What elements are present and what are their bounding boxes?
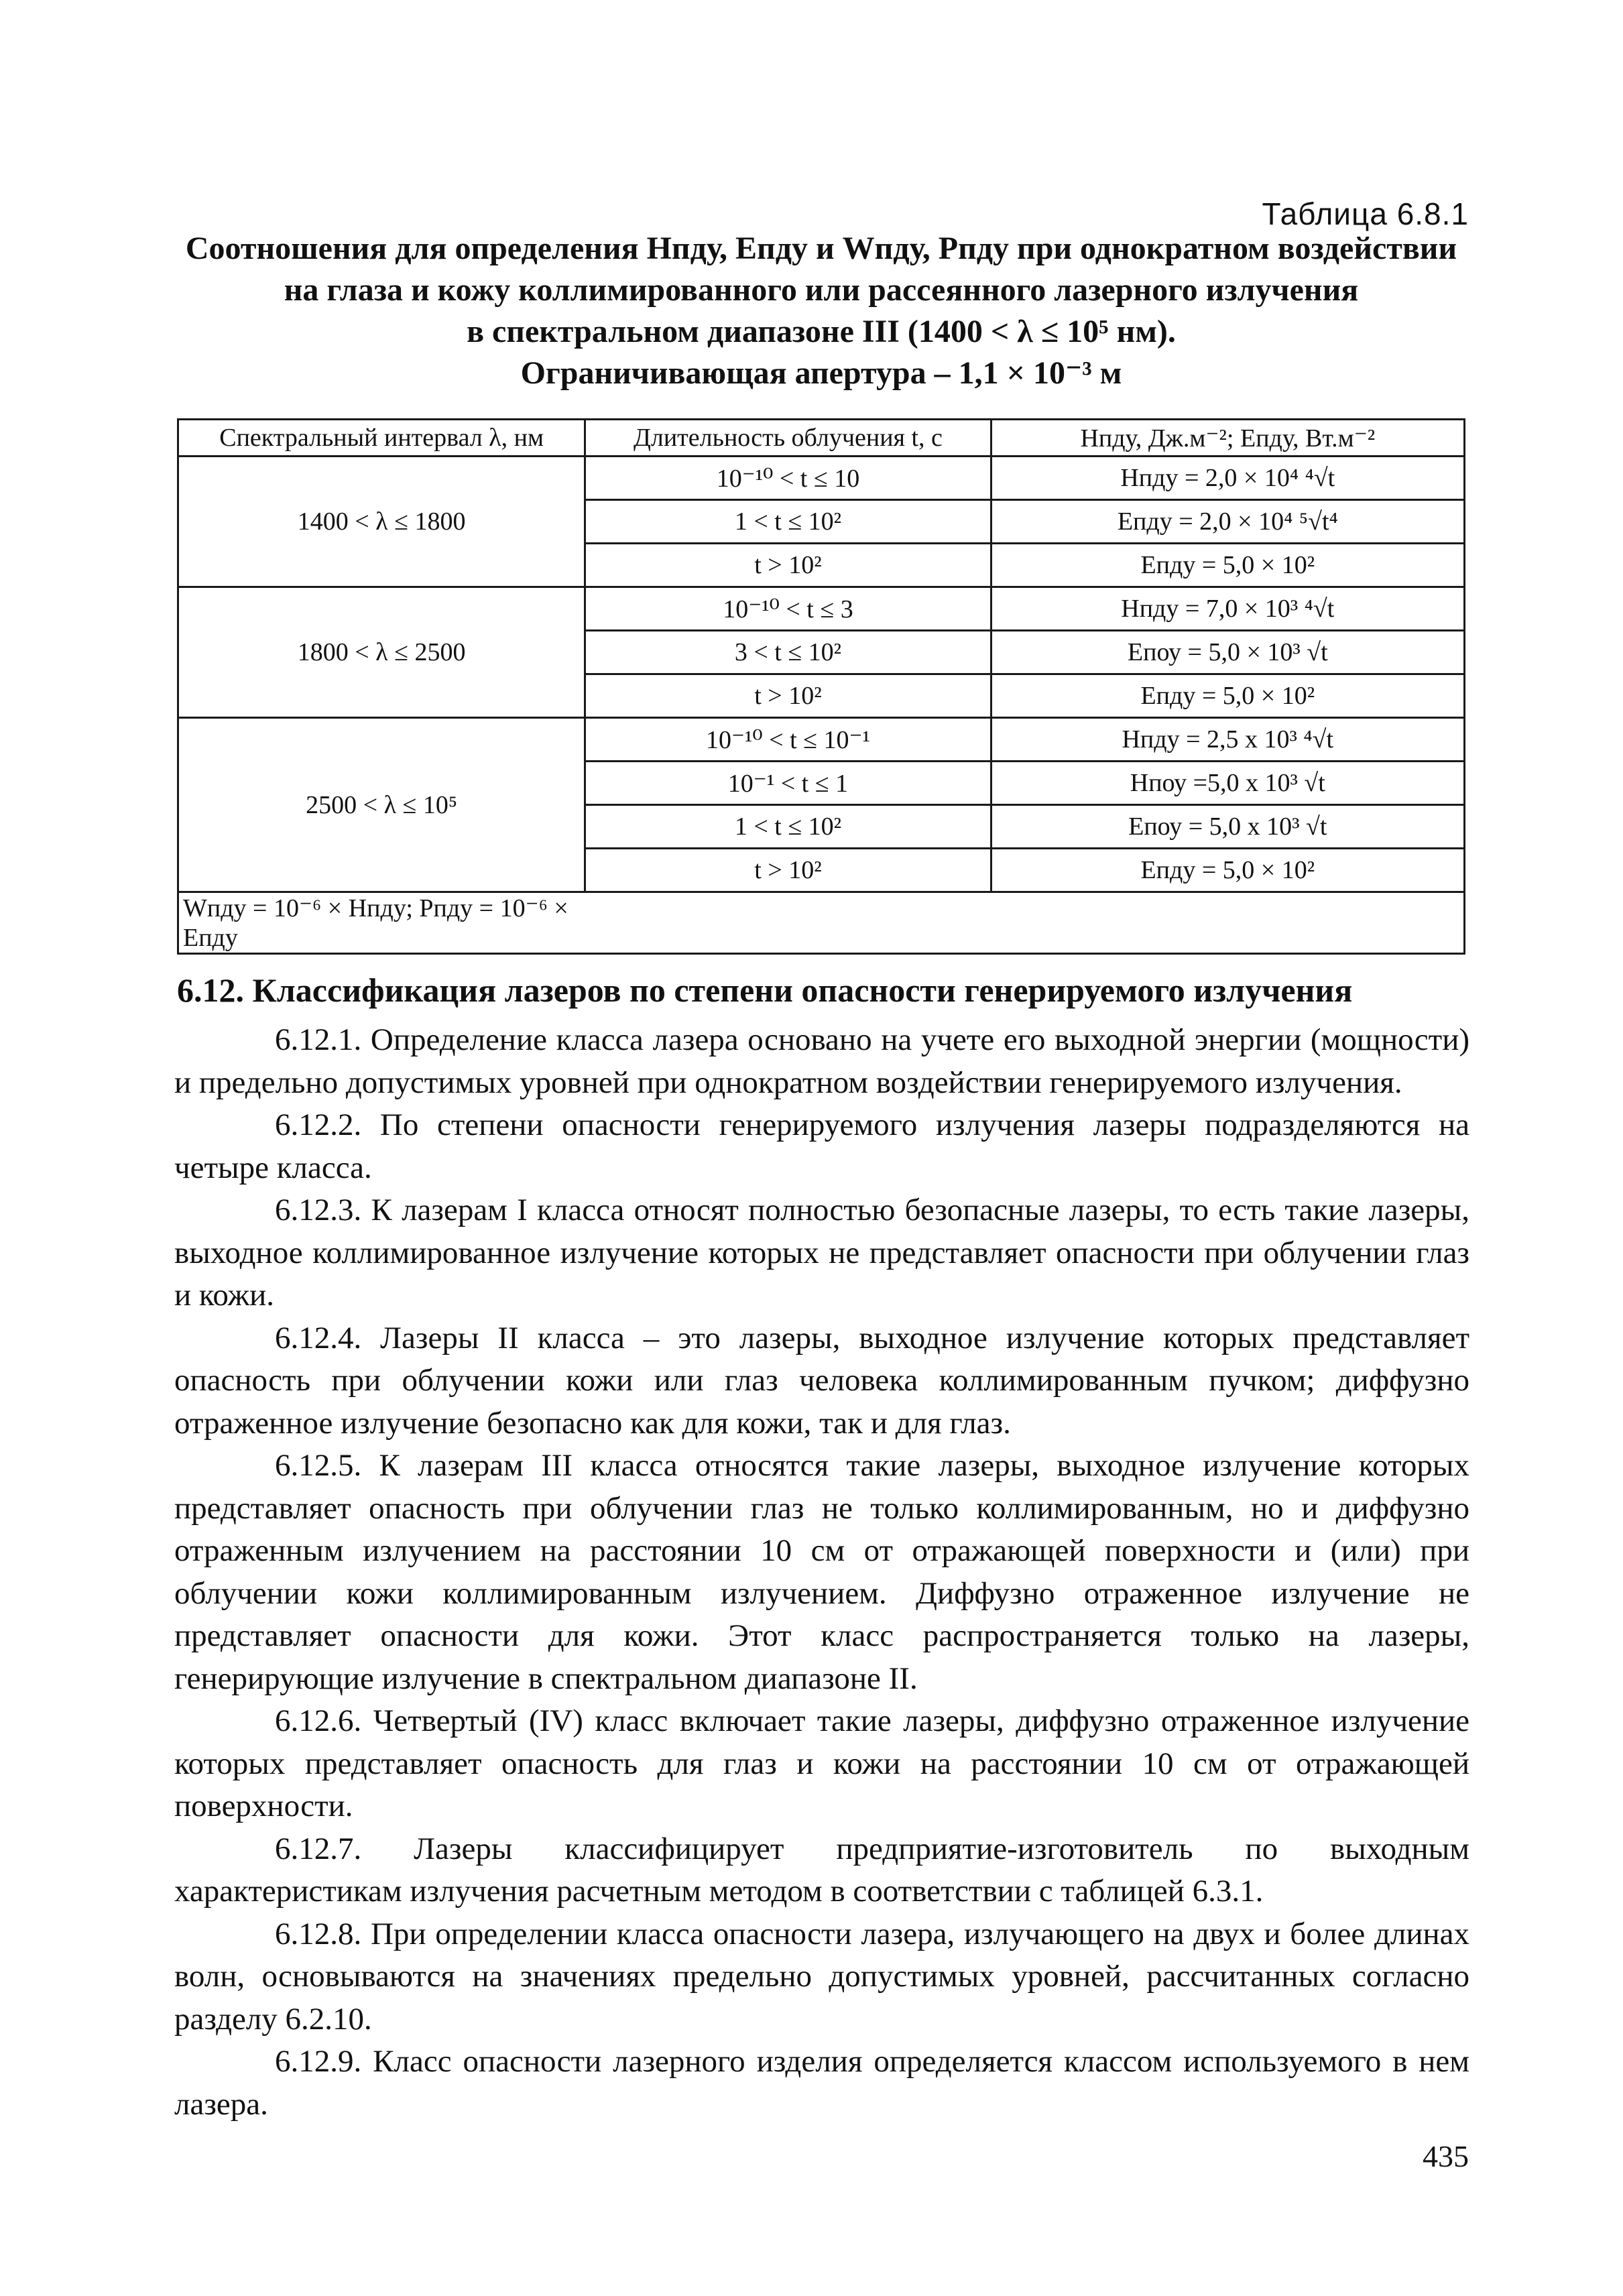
table-number: Таблица 6.8.1 — [1262, 196, 1469, 231]
duration-cell: 3 < t ≤ 10² — [585, 631, 991, 674]
range-cell: 1400 < λ ≤ 1800 — [178, 457, 585, 587]
duration-cell: t > 10² — [585, 544, 991, 587]
formula-cell: Eпоу = 5,0 x 10³ √t — [991, 805, 1464, 849]
table-row — [178, 718, 1465, 762]
duration-cell: t > 10² — [585, 849, 991, 892]
table-row — [178, 457, 1465, 500]
formula-cell: Hпду = 2,0 × 10⁴ ⁴√t — [991, 457, 1464, 500]
caption-line-3: в спектральном диапазоне III (1400 < λ ≤ 10⁵ нм). — [467, 314, 1176, 349]
duration-cell: 10⁻¹⁰ < t ≤ 10⁻¹ — [585, 718, 991, 762]
paragraph: 6.12.3. К лазерам I класса относят полностью безопасные лазеры, то есть такие лазеры, выходное коллимированное излучение которых не представляет опасности при облучении глаз и кожи. — [174, 1193, 1469, 1313]
formula-cell: Eпду = 2,0 × 10⁴ ⁵√t⁴ — [991, 500, 1464, 544]
paragraph: 6.12.1. Определение класса лазера основано на учете его выходной энергии (мощности) и предельно допустимых уровней при однократном воздействии генерируемого излучения. — [174, 1022, 1469, 1100]
section-body — [174, 1019, 1469, 2126]
duration-cell: 10⁻¹ < t ≤ 1 — [585, 762, 991, 805]
paragraph: 6.12.7. Лазеры классифицирует предприятие-изготовитель по выходным характеристикам излучения расчетным методом в соответствии с таблицей 6.3.1. — [174, 1831, 1469, 1909]
paragraph: 6.12.6. Четвертый (IV) класс включает такие лазеры, диффузно отраженное излучение которых представляет опасность для глаз и кожи на расстоянии 10 см от отражающей поверхности. — [174, 1703, 1469, 1823]
exposure-limits-table — [177, 418, 1465, 955]
paragraph: 6.12.9. Класс опасности лазерного изделия определяется классом используемого в нем лазера. — [174, 2044, 1469, 2122]
formula-cell: Hпоу =5,0 x 10³ √t — [991, 762, 1464, 805]
header-formula: Hпду, Дж.м⁻²; Eпду, Вт.м⁻² — [991, 420, 1464, 457]
duration-cell: 10⁻¹⁰ < t ≤ 3 — [585, 587, 991, 631]
section-title: 6.12. Классификация лазеров по степени опасности генерируемого излучения — [177, 971, 1353, 1009]
paragraph: 6.12.4. Лазеры II класса – это лазеры, выходное излучение которых представляет опасность при облучении кожи или глаз человека коллимированным пучком; диффузно отраженное излучение безопасно как для кожи, так и для глаз. — [174, 1320, 1469, 1441]
header-duration: Длительность облучения t, с — [585, 420, 991, 457]
paragraph: 6.12.8. При определении класса опасности лазера, излучающего на двух и более длинах волн, основываются на значениях предельно допустимых уровней, рассчитанных согласно разделу 6.2.10. — [174, 1916, 1469, 2037]
formula-cell: Hпду = 2,5 x 10³ ⁴√t — [991, 718, 1464, 762]
formula-cell: Eпду = 5,0 × 10² — [991, 544, 1464, 587]
caption-line-4: Ограничивающая апертура – 1,1 × 10⁻³ м — [520, 355, 1122, 391]
formula-cell: Eпду = 5,0 × 10² — [991, 674, 1464, 718]
table-caption — [174, 228, 1468, 394]
range-cell: 1800 < λ ≤ 2500 — [178, 587, 585, 718]
header-spectral-interval: Спектральный интервал λ, нм — [178, 420, 585, 457]
caption-line-1: Соотношения для определения Hпду, Eпду и Wпду, Pпду при однократном воздействии — [185, 231, 1457, 266]
paragraph: 6.12.2. По степени опасности генерируемого излучения лазеры подразделяются на четыре класса. — [174, 1107, 1469, 1185]
formula-cell: Eпоу = 5,0 × 10³ √t — [991, 631, 1464, 674]
formula-cell: Eпду = 5,0 × 10² — [991, 849, 1464, 892]
duration-cell: 1 < t ≤ 10² — [585, 805, 991, 849]
duration-cell: t > 10² — [585, 674, 991, 718]
caption-line-2: на глаза и кожу коллимированного или рассеянного лазерного излучения — [284, 272, 1359, 308]
table-row — [178, 587, 1465, 631]
duration-cell: 10⁻¹⁰ < t ≤ 10 — [585, 457, 991, 500]
range-cell: 2500 < λ ≤ 10⁵ — [178, 718, 585, 892]
page-number: 435 — [1423, 2139, 1469, 2173]
table-note: Wпду = 10⁻⁶ × Hпду; Pпду = 10⁻⁶ × Eпду — [178, 892, 585, 954]
paragraph: 6.12.5. К лазерам III класса относятся такие лазеры, выходное излучение которых представляет опасность при облучении глаз не только коллимированным, но и диффузно отраженным излучением на расстоянии 10 см от отражающей поверхности и (или) при облучении кожи коллимированным излучением. Диффузно отраженное излучение не представляет опасности для кожи. Этот класс распространяется только на лазеры, генерирующие излучение в спектральном диапазоне II. — [174, 1448, 1469, 1696]
table-note-spacer — [585, 892, 1465, 954]
table-header-row — [178, 420, 1465, 457]
table-note-row — [178, 892, 1465, 954]
formula-cell: Hпду = 7,0 × 10³ ⁴√t — [991, 587, 1464, 631]
duration-cell: 1 < t ≤ 10² — [585, 500, 991, 544]
